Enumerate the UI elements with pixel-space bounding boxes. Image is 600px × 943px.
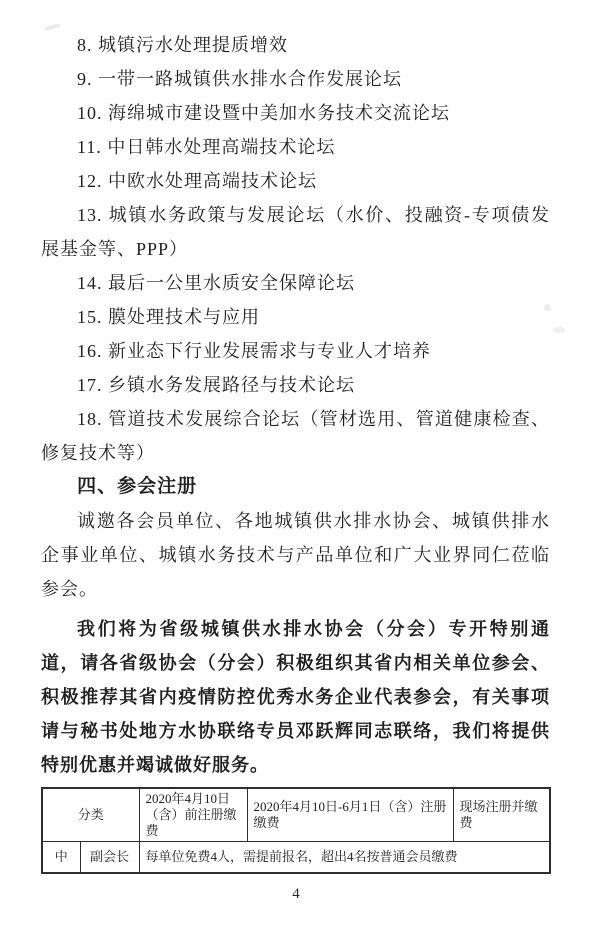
forum-list [41,28,550,470]
forum-item: 15. 膜处理技术与应用 [77,307,260,327]
forum-item: 8. 城镇污水处理提质增效 [77,35,288,55]
forum-item: 9. 一带一路城镇供水排水合作发展论坛 [77,69,402,89]
header-cell-category: 分类 [42,788,139,842]
forum-item: 14. 最后一公里水质安全保障论坛 [77,273,355,293]
forum-item: 10. 海绵城市建设暨中美加水务技术交流论坛 [77,103,450,123]
page-number: 4 [292,886,300,902]
forum-item: 16. 新业态下行业发展需求与专业人才培养 [77,341,431,361]
cell-role: 副会长 [80,842,139,873]
scan-artifact [553,327,565,333]
section-heading: 四、参会注册 [77,476,198,497]
invite-paragraph: 诚邀各会员单位、各地城镇供水排水协会、城镇供排水企事业单位、城镇水务技术与产品单位和广大业界同仁莅临参会。 [41,511,550,599]
forum-item: 13. 城镇水务政策与发展论坛（水价、投融资-专项债发展基金等、PPP） [41,205,550,259]
table-header-row [42,788,550,842]
forum-item: 11. 中日韩水处理高端技术论坛 [77,137,336,157]
forum-item: 12. 中欧水处理高端技术论坛 [77,171,317,191]
registration-fee-table [41,787,551,874]
table-row [42,842,550,873]
document-content [41,28,550,874]
header-cell-onsite-register: 现场注册并缴费 [453,788,550,842]
special-channel-paragraph: 我们将为省级城镇供水排水协会（分会）专开特别通道，请各省级协会（分会）积极组织其省内相关单位参会、积极推荐其省内疫情防控优秀水务企业代表参会，有关事项请与秘书处地方水协联络专员邓跃辉同志联络，我们将提供特别优惠并竭诚做好服务。 [41,619,550,775]
header-cell-early-register: 2020年4月10日（含）前注册缴费 [139,788,247,842]
forum-item: 17. 乡镇水务发展路径与技术论坛 [77,375,355,395]
forum-item: 18. 管道技术发展综合论坛（管材选用、管道健康检查、修复技术等） [41,409,550,463]
cell-group: 中 [42,842,80,873]
header-cell-mid-register: 2020年4月10日-6月1日（含）注册缴费 [247,788,453,842]
cell-policy: 每单位免费4人，需提前报名，超出4名按普通会员缴费 [139,842,550,873]
